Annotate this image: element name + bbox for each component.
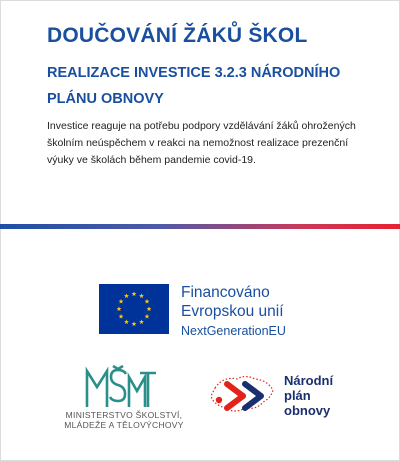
description-text: Investice reaguje na potřebu podpory vzdělávání žáků ohrožených školním neúspěchem v reakci na nemožnost realizace prezenční výuky ve školách během pandemie covid-19. bbox=[47, 120, 356, 166]
eu-line-nextgen: NextGenerationEU bbox=[181, 324, 286, 338]
page-subtitle: REALIZACE INVESTICE 3.2.3 NÁRODNÍHO PLÁNU OBNOVY bbox=[47, 65, 341, 107]
eu-flag-icon bbox=[99, 284, 169, 334]
msmt-caption-line1: MINISTERSTVO ŠKOLSTVÍ, bbox=[65, 410, 183, 420]
eu-line-financed: Financováno bbox=[181, 284, 270, 301]
npo-logo-icon bbox=[205, 370, 277, 420]
eu-funding-text bbox=[181, 283, 286, 340]
msmt-logo-icon bbox=[84, 365, 156, 411]
npo-line2: plán bbox=[284, 388, 311, 403]
page-title: DOUČOVÁNÍ ŽÁKŮ ŠKOL bbox=[47, 24, 308, 47]
msmt-caption bbox=[54, 410, 194, 430]
eu-line-union: Evropskou unií bbox=[181, 303, 284, 320]
msmt-caption-line2: MLÁDEŽE A TĚLOVÝCHOVY bbox=[64, 420, 184, 430]
npo-line1: Národní bbox=[284, 373, 334, 388]
npo-line3: obnovy bbox=[284, 403, 331, 418]
gradient-divider bbox=[0, 224, 400, 229]
npo-text bbox=[284, 373, 333, 418]
